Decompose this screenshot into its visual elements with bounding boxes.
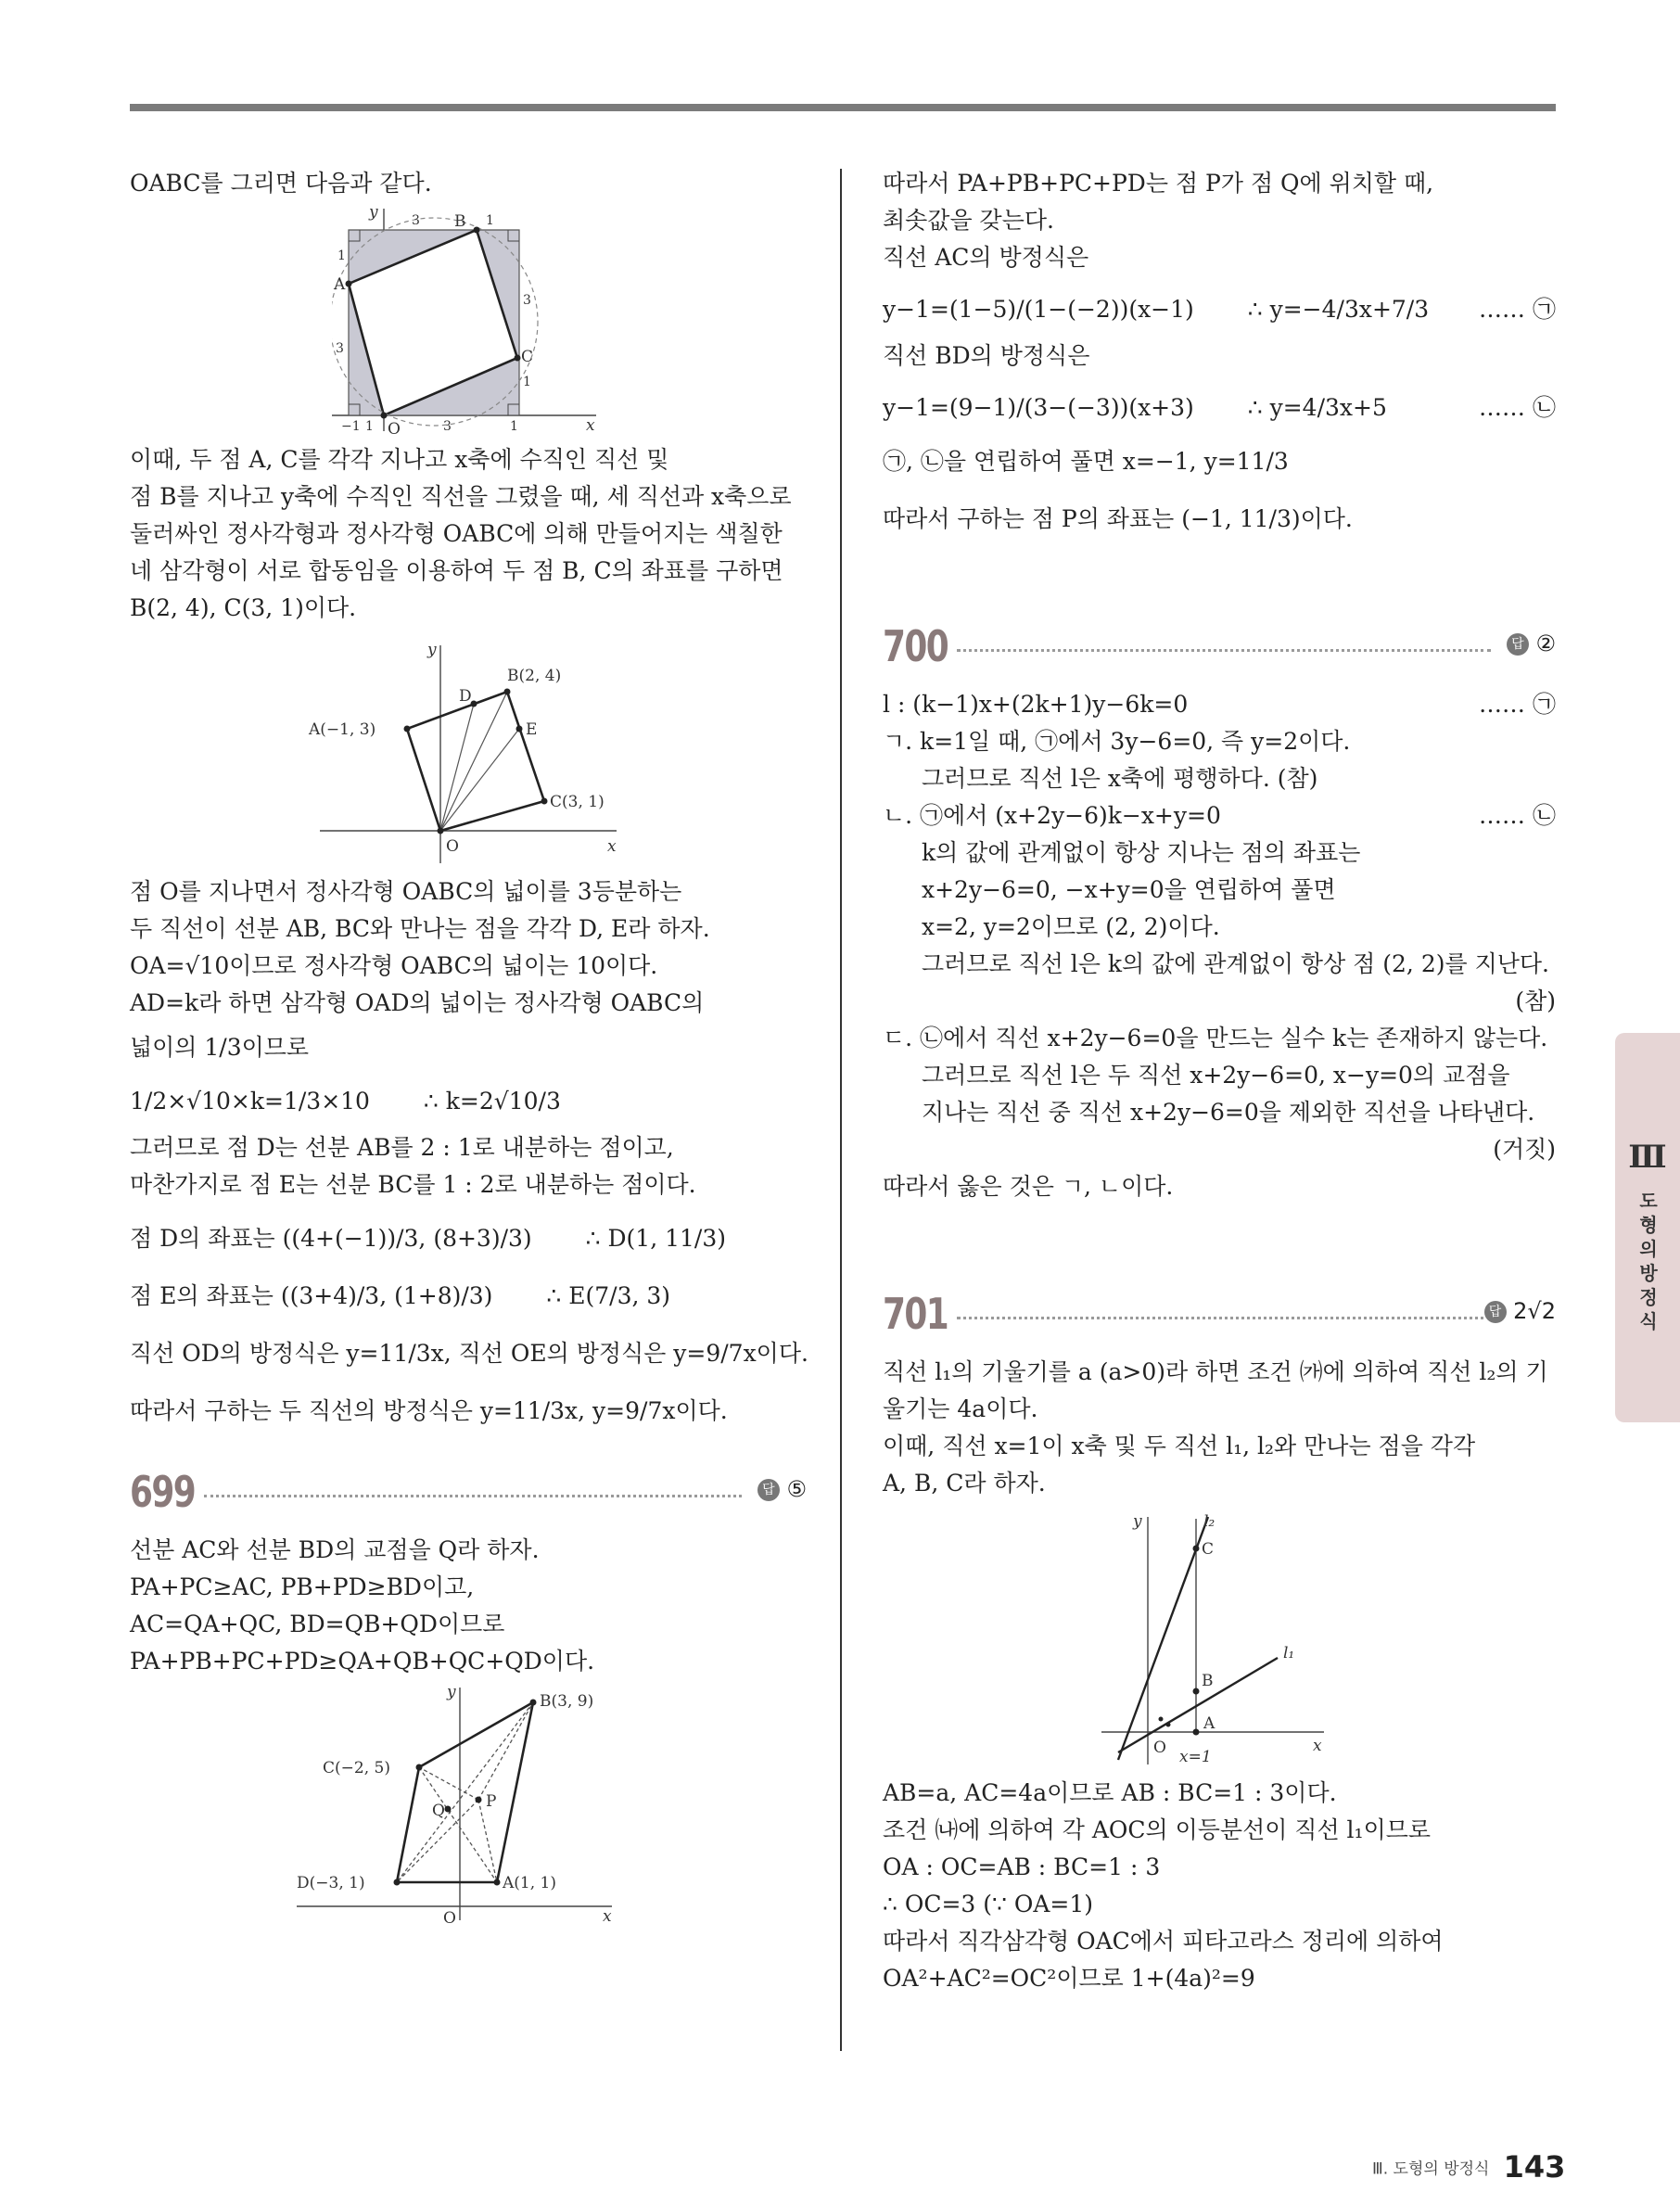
text-line: 마찬가지로 점 E는 선분 BC를 1 : 2로 내분하는 점이다. <box>130 1171 696 1198</box>
text-line: ㉠, ㉡을 연립하여 풀면 x=−1, y=11/3 <box>883 448 1289 475</box>
problem-number: 701 <box>883 1289 948 1339</box>
label-1: 1 <box>365 419 374 434</box>
equation-tag: …… ㉠ <box>1479 691 1556 718</box>
right-column <box>883 165 1556 1997</box>
label-a: A(1, 1) <box>503 1874 556 1892</box>
text-line <box>883 686 1556 723</box>
answer-value: ② <box>1535 631 1556 656</box>
text-line <box>883 946 1556 983</box>
page-footer <box>1372 2149 1566 2185</box>
column-divider <box>840 169 842 2051</box>
line-text: ㄷ. ㉡에서 직선 x+2y−6=0을 만드는 실수 k는 존재하지 않는다. <box>883 1025 1548 1051</box>
equation-point-d <box>130 1220 807 1257</box>
text-line <box>883 1131 1556 1168</box>
label-c: C <box>1202 1540 1215 1559</box>
answer-icon: 답 <box>757 1479 780 1501</box>
problem-700-body <box>883 686 1556 1205</box>
chapter-title-text: 도형의 방정식 <box>1639 1190 1658 1332</box>
line-text: 그러므로 직선 l은 k의 값에 관계없이 항상 점 (2, 2)를 지난다. <box>922 950 1549 977</box>
chapter-roman-numeral: Ⅲ <box>1628 1139 1667 1176</box>
text-line: AD=k라 하면 삼각형 OAD의 넓이는 정사각형 OABC의 <box>130 989 705 1016</box>
dotted-leader <box>957 649 1491 652</box>
axis-label-x: x <box>603 1907 612 1925</box>
text-line <box>883 723 1556 760</box>
equation-part: y−1=(1−5)/(1−(−2))(x−1) <box>883 296 1194 323</box>
label-l2: l₂ <box>1203 1512 1215 1531</box>
text-line <box>883 872 1556 909</box>
equation-part: ∴ y=4/3x+5 <box>1247 394 1387 421</box>
label-x-equals-1: x=1 <box>1179 1748 1212 1766</box>
label-o: O <box>388 420 401 436</box>
label-1: 1 <box>510 419 518 434</box>
answer-value: 2√2 <box>1513 1298 1556 1324</box>
line-text: l : (k−1)x+(2k+1)y−6k=0 <box>883 691 1189 718</box>
figure-trisection <box>301 636 635 868</box>
text-line: OA²+AC²=OC²이므로 1+(4a)²=9 <box>883 1965 1255 1992</box>
label-o: O <box>1153 1739 1166 1757</box>
axis-label-x: x <box>607 837 617 856</box>
text-line: 직선 AC의 방정식은 <box>883 244 1089 271</box>
label-3: 3 <box>443 419 452 434</box>
text-line: 넓이의 1/3이므로 <box>130 1034 310 1061</box>
label-3: 3 <box>412 213 420 228</box>
text-line: 이때, 두 점 A, C를 각각 지나고 x축에 수직인 직선 및 <box>130 446 669 473</box>
text-line: 두 직선이 선분 AB, BC와 만나는 점을 각각 D, E라 하자. <box>130 915 710 942</box>
axis-label-y: y <box>427 641 437 659</box>
chapter-title-vertical <box>1630 1189 1667 1333</box>
text-line: OA=√10이므로 정사각형 OABC의 넓이는 10이다. <box>130 952 658 979</box>
text-line <box>883 983 1556 1020</box>
label-3: 3 <box>336 341 344 356</box>
equation-part: 점 E의 좌표는 ((3+4)/3, (1+8)/3) <box>130 1282 493 1309</box>
equation-point-e <box>130 1278 807 1315</box>
label-b: B(2, 4) <box>507 667 562 685</box>
answer <box>757 1476 807 1502</box>
text-line: PA+PC≥AC, PB+PD≥BD이고, <box>130 1573 475 1600</box>
line-text: x=2, y=2이므로 (2, 2)이다. <box>922 913 1220 940</box>
text-line: 이때, 직선 x=1이 x축 및 두 직선 l₁, l₂와 만나는 점을 각각 <box>883 1433 1476 1459</box>
label-d: D <box>459 687 472 706</box>
label-1: 1 <box>337 248 346 263</box>
label-e: E <box>526 720 538 739</box>
figure-square-oabc <box>332 204 610 436</box>
text-line <box>883 797 1556 834</box>
label-1: 1 <box>486 213 494 228</box>
answer-icon: 답 <box>1484 1301 1507 1323</box>
line-text: k의 값에 관계없이 항상 지나는 점의 좌표는 <box>922 839 1361 866</box>
answer-value: ⑤ <box>786 1476 807 1502</box>
text-line <box>883 760 1556 797</box>
text-line: 조건 ㈏에 의하여 각 AOC의 이등분선이 직선 l₁이므로 <box>883 1816 1432 1843</box>
answer <box>1484 1298 1556 1324</box>
text-line: 직선 OD의 방정식은 y=11/3x, 직선 OE의 방정식은 y=9/7x이다. <box>130 1340 808 1367</box>
label-c: C(−2, 5) <box>323 1759 390 1777</box>
label-a: A(−1, 3) <box>309 720 376 739</box>
line-text: 지나는 직선 중 직선 x+2y−6=0을 제외한 직선을 나타낸다. <box>922 1099 1535 1126</box>
text-line <box>883 1020 1556 1057</box>
equation-part: 점 D의 좌표는 ((4+(−1))/3, (8+3)/3) <box>130 1225 532 1252</box>
text-line: 점 O를 지나면서 정사각형 OABC의 넓이를 3등분하는 <box>130 878 682 905</box>
problem-number: 699 <box>130 1467 196 1517</box>
line-text: ㄴ. ㉠에서 (x+2y−6)k−x+y=0 <box>883 802 1221 829</box>
problem-700-header <box>883 621 1556 673</box>
line-text: x+2y−6=0, −x+y=0을 연립하여 풀면 <box>922 876 1336 903</box>
equation-k <box>130 1083 807 1120</box>
equation-tag: …… ㉠ <box>1479 296 1556 323</box>
label-d: D(−3, 1) <box>297 1874 365 1892</box>
text-line: 둘러싸인 정사각형과 정사각형 OABC에 의해 만들어지는 색칠한 <box>130 520 783 547</box>
text-line: A, B, C라 하자. <box>883 1470 1046 1497</box>
equation-part: ∴ y=−4/3x+7/3 <box>1247 296 1430 323</box>
text-line <box>883 1057 1556 1094</box>
equation-tag: …… ㉡ <box>1479 394 1556 421</box>
text-line: 최솟값을 갖는다. <box>883 207 1054 234</box>
footer-section: Ⅲ. 도형의 방정식 <box>1372 2159 1490 2179</box>
text-line <box>883 834 1556 872</box>
text-line: 직선 l₁의 기울기를 a (a>0)라 하면 조건 ㈎에 의하여 직선 l₂의 기 <box>883 1358 1548 1385</box>
equation-part: 1/2×√10×k=1/3×10 <box>130 1088 370 1115</box>
text-line <box>883 1094 1556 1131</box>
line-text: 그러므로 직선 l은 두 직선 x+2y−6=0, x−y=0의 교점을 <box>922 1062 1510 1089</box>
text-line: 따라서 PA+PB+PC+PD는 점 P가 점 Q에 위치할 때, <box>883 170 1434 197</box>
text-line: AB=a, AC=4a이므로 AB : BC=1 : 3이다. <box>883 1779 1337 1806</box>
line-text: 그러므로 직선 l은 x축에 평행하다. (참) <box>922 765 1318 792</box>
label-p: P <box>486 1792 497 1811</box>
label-3: 3 <box>523 293 531 308</box>
text-line: OABC를 그리면 다음과 같다. <box>130 170 432 197</box>
answer <box>1507 631 1556 656</box>
text-line: 선분 AC와 선분 BD의 교점을 Q라 하자. <box>130 1536 540 1563</box>
axis-label-x: x <box>1313 1737 1322 1755</box>
equation-part: ∴ D(1, 11/3) <box>585 1225 726 1252</box>
text-line: 따라서 구하는 두 직선의 방정식은 y=11/3x, y=9/7x이다. <box>130 1397 728 1424</box>
axis-label-y: y <box>369 204 378 222</box>
label-b: B(3, 9) <box>540 1692 594 1711</box>
problem-699-header <box>130 1467 807 1519</box>
page-number: 143 <box>1503 2149 1566 2185</box>
label-1: 1 <box>523 375 531 389</box>
axis-label-x: x <box>586 416 595 435</box>
verdict: (참) <box>1515 987 1556 1014</box>
label-c: C(3, 1) <box>550 793 605 811</box>
equation-tag: …… ㉡ <box>1479 802 1556 829</box>
label-a: A <box>334 275 346 294</box>
line-text: 따라서 옳은 것은 ㄱ, ㄴ이다. <box>883 1173 1174 1200</box>
equation-part: ∴ E(7/3, 3) <box>546 1282 671 1309</box>
text-line: 점 B를 지나고 y축에 수직인 직선을 그렸을 때, 세 직선과 x축으로 <box>130 483 792 510</box>
text-line: 따라서 구하는 점 P의 좌표는 (−1, 11/3)이다. <box>883 505 1353 532</box>
problem-number: 700 <box>883 621 948 671</box>
text-line: 따라서 직각삼각형 OAC에서 피타고라스 정리에 의하여 <box>883 1928 1444 1955</box>
label-q: Q <box>432 1802 445 1820</box>
dotted-leader <box>957 1317 1491 1319</box>
equation-part: ∴ k=2√10/3 <box>423 1088 561 1115</box>
equation-line-ac <box>883 291 1556 328</box>
axis-label-y: y <box>447 1684 456 1701</box>
answer-icon: 답 <box>1507 633 1529 656</box>
top-rule <box>130 104 1556 111</box>
text-line: OA : OC=AB : BC=1 : 3 <box>883 1853 1161 1880</box>
text-line: 직선 BD의 방정식은 <box>883 342 1090 369</box>
label-c: C <box>521 348 534 366</box>
label-b: B <box>1202 1672 1214 1690</box>
text-line: AC=QA+QC, BD=QB+QD이므로 <box>130 1611 505 1637</box>
text-line: 네 삼각형이 서로 합동임을 이용하여 두 점 B, C의 좌표를 구하면 <box>130 557 783 584</box>
text-line: B(2, 4), C(3, 1)이다. <box>130 594 357 621</box>
equation-part: y−1=(9−1)/(3−(−3))(x+3) <box>883 394 1194 421</box>
problem-701-header <box>883 1289 1556 1341</box>
label-o: O <box>446 837 459 856</box>
text-line: 그러므로 점 D는 선분 AB를 2 : 1로 내분하는 점이고, <box>130 1134 674 1161</box>
label-o: O <box>443 1909 456 1925</box>
label-l1: l₁ <box>1283 1644 1295 1662</box>
text-line <box>883 909 1556 946</box>
text-line <box>883 1168 1556 1205</box>
left-column <box>130 165 807 1930</box>
label-b: B <box>454 212 466 231</box>
equation-line-bd <box>883 389 1556 427</box>
label-a: A <box>1203 1714 1215 1733</box>
line-text: ㄱ. k=1일 때, ㉠에서 3y−6=0, 즉 y=2이다. <box>883 728 1351 755</box>
label-minus1: −1 <box>341 419 361 434</box>
dotted-leader <box>204 1495 742 1497</box>
figure-quadrilateral <box>297 1684 649 1925</box>
verdict: (거짓) <box>1493 1136 1556 1163</box>
text-line: 울기는 4a이다. <box>883 1395 1038 1422</box>
axis-label-y: y <box>1133 1512 1142 1531</box>
text-line: PA+PB+PC+PD≥QA+QB+QC+QD이다. <box>130 1648 595 1675</box>
figure-lines-l1-l2 <box>1101 1509 1343 1769</box>
text-line: ∴ OC=3 (∵ OA=1) <box>883 1891 1094 1917</box>
